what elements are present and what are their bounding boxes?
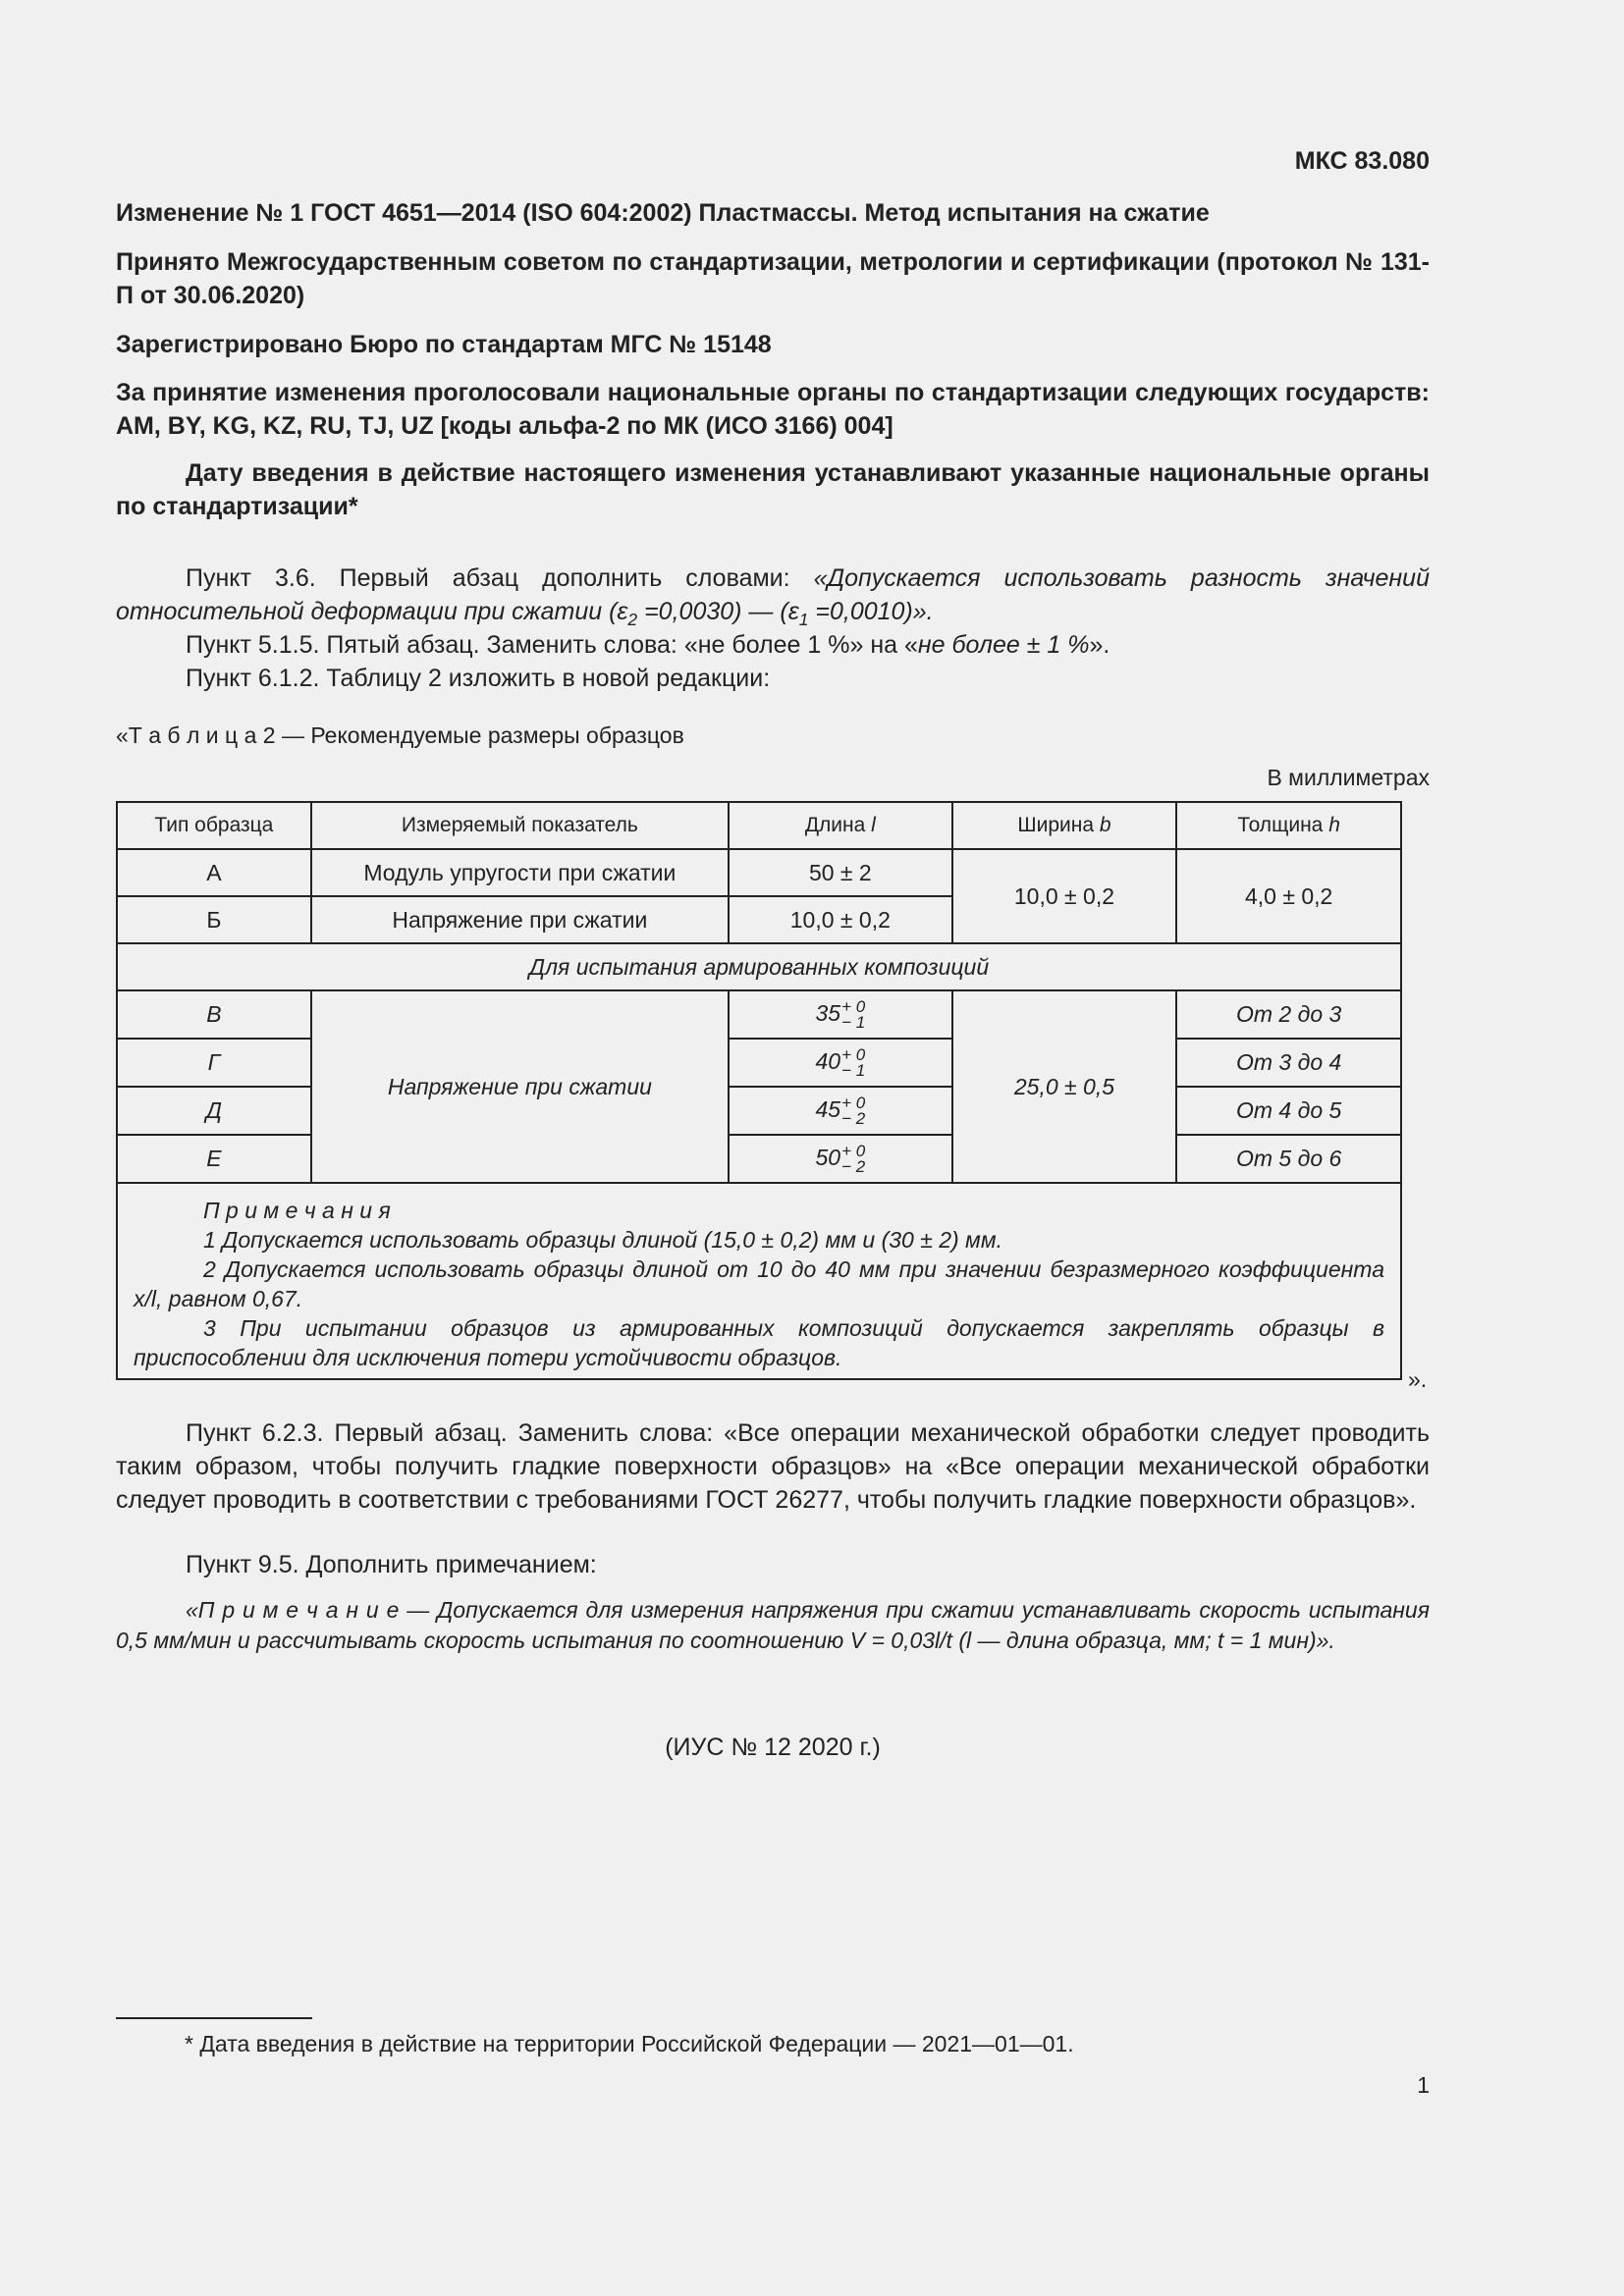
header-type: Тип образца xyxy=(117,802,311,849)
length-base: 50 xyxy=(815,1144,841,1170)
p36-sub-1: 2 xyxy=(627,610,638,630)
table-row xyxy=(117,1087,1401,1135)
cell-thickness: 4,0 ± 0,2 xyxy=(1176,849,1401,943)
length-upper-dev: + 0 xyxy=(841,996,866,1016)
note-1: 1 Допускается использовать образцы длиной (15,0 ± 0,2) мм и (30 ± 2) мм. xyxy=(203,1227,1002,1253)
paragraph-3-6 xyxy=(116,561,1430,628)
length-lower-dev: − 2 xyxy=(841,1108,866,1128)
cell-thickness: От 3 до 4 xyxy=(1176,1039,1401,1087)
adopted-by: Принято Межгосударственным советом по стандартизации, метрологии и сертификации (протокол № 131-П от 30.06.2020) xyxy=(116,248,1430,309)
cell-param-reinforced: Напряжение при сжатии xyxy=(311,990,729,1183)
table-caption xyxy=(116,722,684,749)
cell-type: Д xyxy=(117,1087,311,1135)
note-9-5-prefix: «П р и м е ч а н и е xyxy=(186,1597,400,1623)
header-thickness xyxy=(1176,802,1401,849)
length-upper-dev: + 0 xyxy=(841,1044,866,1064)
table-row xyxy=(117,1039,1401,1087)
cell-thickness: От 5 до 6 xyxy=(1176,1135,1401,1183)
header-thickness-word: Толщина xyxy=(1237,814,1329,836)
note-3: 3 При испытании образцов из армированных композиций допускается закреплять образцы в приспособлении для исключения потери устойчивости образцов. xyxy=(134,1315,1384,1370)
paragraph-6-2-3: Пункт 6.2.3. Первый абзац. Заменить слова: «Все операции механической обработки следует проводить таким образом, чтобы получить гладкие поверхности образцов» на «Все операции механической обработки следует проводить в соответствии с требованиями ГОСТ 26277, чтобы получить гладкие поверхности образцов». xyxy=(116,1419,1430,1514)
header-length-word: Длина xyxy=(804,814,872,836)
table-caption-rest: — Рекомендуемые размеры образцов xyxy=(275,722,684,748)
cell-type: Г xyxy=(117,1039,311,1087)
paragraph-6-1-2: Пункт 6.1.2. Таблицу 2 изложить в новой редакции: xyxy=(186,665,771,692)
table-end-quote: ». xyxy=(1408,1366,1428,1392)
note-9-5-text: — Допускается для измерения напряжения при сжатии устанавливать скорость испытания 0,5 мм/мин и рассчитывать скорость испытания по соотношению V = 0,03l/t (l — длина образца, мм; t = 1 мин)». xyxy=(116,1597,1430,1653)
paragraph-9-5: Пункт 9.5. Дополнить примечанием: xyxy=(186,1551,597,1578)
p36-sub-2: 1 xyxy=(798,610,809,630)
header-width-symbol: b xyxy=(1099,814,1111,836)
cell-length: 10,0 ± 0,2 xyxy=(729,896,952,943)
cell-thickness: От 2 до 3 xyxy=(1176,990,1401,1039)
cell-type: Б xyxy=(117,896,311,943)
note-2: 2 Допускается использовать образцы длиной от 10 до 40 мм при значении безразмерного коэффициента x/l, равном 0,67. xyxy=(134,1256,1384,1311)
length-lower-dev: − 2 xyxy=(841,1156,866,1176)
note-9-5 xyxy=(116,1595,1430,1656)
voted-states: За принятие изменения проголосовали национальные органы по стандартизации следующих государств: AM, BY, KG, KZ, RU, TJ, UZ [коды альфа-2 по МК (ИСО 3166) 004] xyxy=(116,379,1430,440)
cell-type: А xyxy=(117,849,311,896)
table-header-row xyxy=(117,802,1401,849)
header-length-symbol: l xyxy=(871,814,876,836)
notes-heading: П р и м е ч а н и я xyxy=(203,1198,391,1223)
cell-thickness: От 4 до 5 xyxy=(1176,1087,1401,1135)
p515-lead: Пункт 5.1.5. Пятый абзац. Заменить слова: «не более 1 %» на « xyxy=(186,631,918,659)
page-number: 1 xyxy=(1417,2072,1430,2098)
cell-param: Напряжение при сжатии xyxy=(311,896,729,943)
paragraph-5-1-5 xyxy=(116,628,1430,662)
cell-width-reinforced: 25,0 ± 0,5 xyxy=(952,990,1177,1183)
cell-length-tolerance xyxy=(729,1087,952,1135)
table-row xyxy=(117,990,1401,1039)
cell-length: 50 ± 2 xyxy=(729,849,952,896)
table-row xyxy=(117,849,1401,896)
effective-date-note: Дату введения в действие настоящего изменения устанавливают указанные национальные органы по стандартизации* xyxy=(116,459,1430,520)
cell-width: 10,0 ± 0,2 xyxy=(952,849,1177,943)
p36-italic-1: «Допускается использовать разность значений относительной деформации при сжатии (ε xyxy=(116,564,1430,625)
cell-length-tolerance xyxy=(729,1135,952,1183)
p36-lead: Пункт 3.6. Первый абзац дополнить словами: xyxy=(186,564,814,592)
table-notes-row xyxy=(117,1183,1401,1379)
header-param: Измеряемый показатель xyxy=(311,802,729,849)
footnote-separator xyxy=(116,2017,312,2019)
cell-param: Модуль упругости при сжатии xyxy=(311,849,729,896)
p36-italic-3: =0,0010)». xyxy=(808,598,934,625)
p515-tail: ». xyxy=(1089,631,1110,659)
cell-type: Е xyxy=(117,1135,311,1183)
length-upper-dev: + 0 xyxy=(841,1141,866,1160)
table-units: В миллиметрах xyxy=(1267,765,1430,790)
mks-code: МКС 83.080 xyxy=(1294,147,1430,175)
p515-italic: не более ± 1 % xyxy=(917,631,1090,659)
section-heading: Для испытания армированных композиций xyxy=(117,943,1401,990)
footnote: * Дата введения в действие на территории Российской Федерации — 2021—01—01. xyxy=(185,2031,1074,2056)
amendment-title: Изменение № 1 ГОСТ 4651—2014 (ISO 604:2002) Пластмассы. Метод испытания на сжатие xyxy=(116,199,1210,227)
header-width-word: Ширина xyxy=(1017,814,1100,836)
cell-length-tolerance xyxy=(729,990,952,1039)
length-lower-dev: − 1 xyxy=(841,1060,866,1080)
p36-italic-2: =0,0030) — (ε xyxy=(637,598,799,625)
table-notes xyxy=(117,1183,1401,1379)
cell-type: В xyxy=(117,990,311,1039)
header-width xyxy=(952,802,1177,849)
header-length xyxy=(729,802,952,849)
table-caption-prefix: «Т а б л и ц а 2 xyxy=(116,722,276,748)
length-lower-dev: − 1 xyxy=(841,1012,866,1032)
cell-length-tolerance xyxy=(729,1039,952,1087)
table-2 xyxy=(116,801,1402,1380)
table-section-row xyxy=(117,943,1401,990)
ius-reference: (ИУС № 12 2020 г.) xyxy=(665,1734,881,1761)
table-row xyxy=(117,1135,1401,1183)
registered-by: Зарегистрировано Бюро по стандартам МГС № 15148 xyxy=(116,331,772,358)
length-base: 40 xyxy=(815,1047,841,1074)
length-base: 35 xyxy=(815,999,841,1026)
length-base: 45 xyxy=(815,1095,841,1122)
length-upper-dev: + 0 xyxy=(841,1093,866,1112)
header-thickness-symbol: h xyxy=(1328,814,1340,836)
